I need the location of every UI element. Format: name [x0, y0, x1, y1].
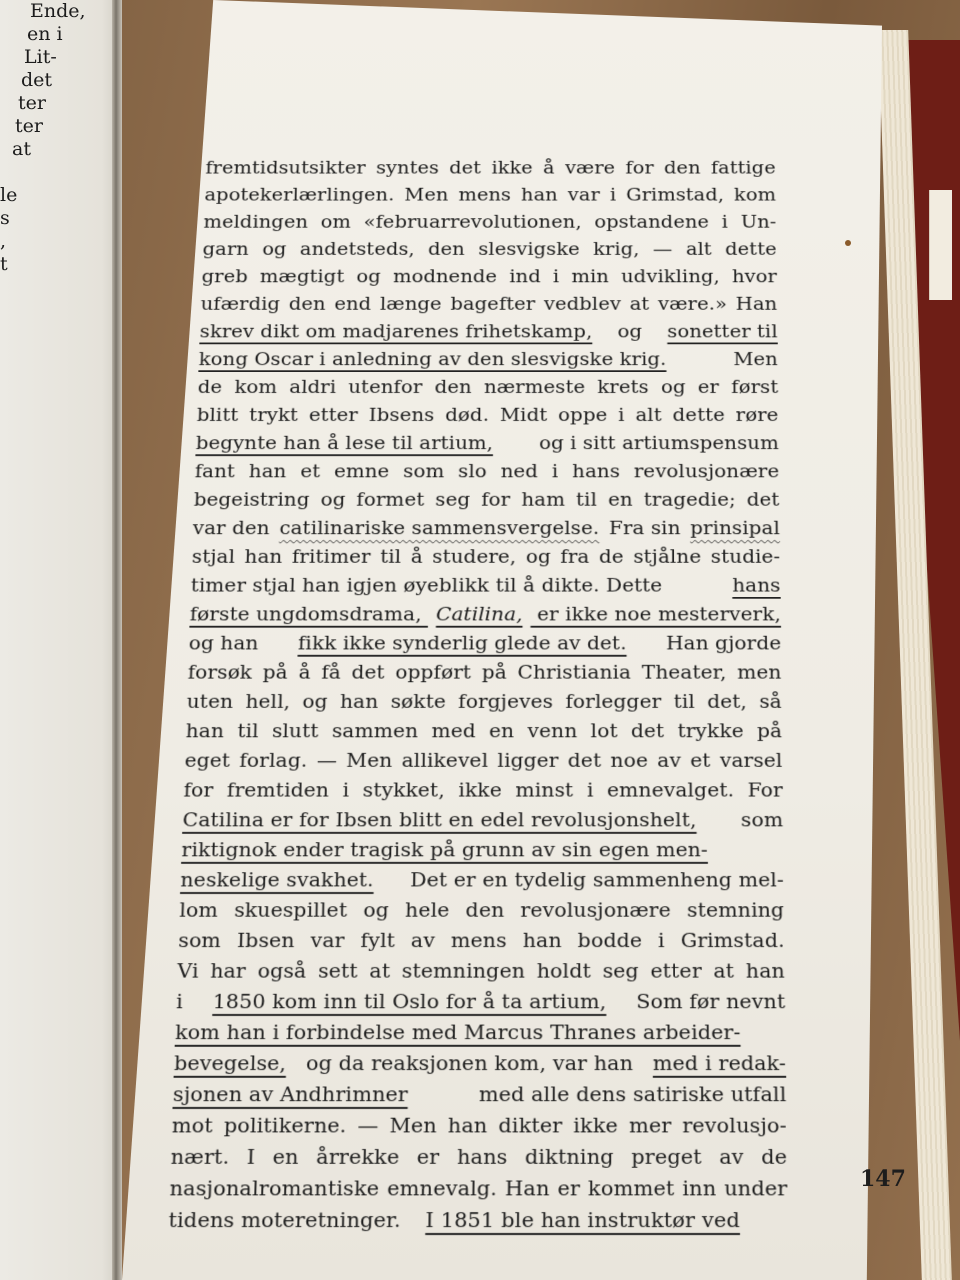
text-segment: som: [734, 808, 784, 832]
text-line: [192, 514, 780, 543]
text-line: [198, 345, 778, 373]
left-page-fragment: ter: [18, 92, 46, 114]
underlined-passage: bevegelse,: [173, 1051, 287, 1075]
text-line: blitt trykt etter Ibsens død. Midt oppe i alt dette røre: [196, 404, 779, 426]
underlined-passage: sonetter til: [667, 320, 778, 342]
text-line: fant han et emne som slo ned i hans revolusjonære: [194, 460, 780, 482]
left-page-fragment: s: [0, 207, 10, 229]
text-line: de kom aldri utenfor den nærmeste krets og er først: [197, 376, 779, 398]
left-page-fragment: Lit-: [24, 46, 57, 68]
underlined-passage: Catilina er for Ibsen blitt en edel revolusjonshelt,: [182, 808, 697, 832]
underlined-passage: med i redak-: [652, 1051, 787, 1075]
text-segment: Fra sin: [602, 517, 687, 539]
text-line: [189, 600, 781, 629]
text-line: [195, 429, 779, 457]
left-page: [0, 0, 120, 1280]
text-segment: og i sitt artiumspensum: [532, 432, 780, 454]
text-line: [168, 1204, 788, 1236]
text-line: [182, 805, 783, 835]
text-segment: Han gjorde: [659, 632, 782, 654]
underlined-passage: catilinariske sammensvergelse.: [279, 517, 600, 539]
left-page-text-fragments: [0, 0, 86, 276]
book-gutter: [112, 0, 122, 1280]
text-line: Vi har også sett at stemningen holdt seg etter at han: [176, 959, 786, 983]
underlined-passage: første ungdomsdrama,: [189, 603, 429, 625]
text-line: som Ibsen var fylt av mens han bodde i Grimstad.: [177, 928, 785, 952]
underlined-passage: kom han i forbindelse med Marcus Thranes arbeider-: [174, 1020, 741, 1044]
text-segment: Men: [726, 348, 779, 370]
text-line: apotekerlærlingen. Men mens han var i Grimstad, kom: [204, 184, 777, 205]
text-segment: tidens moteretninger.: [168, 1208, 408, 1233]
underlined-passage: sjonen av Andhrimner: [172, 1082, 409, 1107]
left-page-fragment: ter: [15, 115, 43, 137]
underlined-passage: riktignok ender tragisk på grunn av sin egen men-: [181, 838, 708, 861]
text-line: [181, 835, 784, 865]
text-line: fremtidsutsikter syntes det ikke å være for den fattige: [205, 157, 776, 178]
left-page-fragment: ,: [0, 230, 7, 252]
left-page-fragment: [0, 161, 60, 184]
underlined-passage: Catilina,: [435, 603, 523, 625]
underlined-passage: skrev dikt om madjarenes frihetskamp,: [199, 320, 593, 342]
bookmark-ribbon: [929, 190, 952, 300]
text-segment: og han: [188, 632, 266, 654]
text-line: [175, 1017, 786, 1048]
text-segment: med alle dens satiriske utfall: [471, 1082, 787, 1107]
text-line: uten hell, og han søkte forgjeves forlegger til det, så: [186, 690, 782, 713]
underlined-passage: er ikke noe mesterverk,: [530, 603, 782, 625]
text-line: greb mægtigt og modnende ind i min udvikling, hvor: [201, 265, 778, 287]
text-line: forsøk på å få det oppført på Christiania Theater, men: [187, 661, 782, 684]
text-line: lom skuespillet og hele den revolusjonære stemning: [179, 898, 785, 922]
text-line: nært. I en årrekke er hans diktning preget av de: [170, 1145, 788, 1169]
left-page-fragment: t: [0, 253, 8, 275]
underlined-passage: kong Oscar i anledning av den slesvigske krig.: [198, 348, 667, 370]
text-line: [199, 317, 778, 345]
text-line: garn og andetsteds, den slesvigske krig, — alt dette: [202, 238, 777, 260]
underlined-passage: hans: [732, 574, 781, 597]
text-line: meldingen om «februarrevolutionen, opstandene i Un-: [203, 211, 777, 232]
text-line: han til slutt sammen med en venn lot det trykke på: [185, 719, 783, 742]
text-segment: Det er en tydelig sammenheng mel-: [403, 868, 785, 892]
page-number: 147: [860, 1166, 906, 1192]
text-line: [190, 571, 780, 600]
text-segment: og: [611, 320, 649, 342]
text-line: begeistring og formet seg for ham til en tragedie; det: [193, 488, 780, 511]
page-body-text: [168, 154, 788, 1236]
underlined-passage: 1850 kom inn til Oslo for å ta artium,: [212, 990, 607, 1014]
text-line: [172, 1079, 786, 1110]
text-segment: Som før nevnt: [629, 990, 786, 1014]
text-segment: var den: [192, 517, 277, 539]
underlined-passage: neskelige svakhet.: [180, 868, 375, 892]
text-line: for fremtiden i stykket, ikke minst i emnevalget. For: [183, 778, 783, 802]
underlined-passage: I 1851 ble han instruktør ved: [425, 1208, 741, 1233]
text-segment: i: [175, 990, 190, 1014]
underlined-passage: fikk ikke synderlig glede av det.: [297, 632, 627, 654]
text-segment: og da reaksjonen kom, var han: [298, 1051, 640, 1075]
text-line: stjal han fritimer til å studere, og fra de stjålne studie-: [191, 545, 781, 568]
left-page-fragment: at: [12, 138, 31, 160]
text-line: [174, 1048, 787, 1079]
ink-spot: [845, 240, 851, 246]
text-line: [180, 865, 784, 895]
left-page-fragment: det: [21, 69, 53, 91]
text-line: eget forlag. — Men allikevel ligger det noe av et varsel: [184, 749, 783, 772]
underlined-passage: begynte han å lese til artium,: [195, 432, 494, 454]
left-page-fragment: Ende,: [30, 0, 86, 22]
left-page-fragment: le: [0, 184, 18, 206]
text-line: [188, 629, 781, 658]
text-line: [176, 986, 786, 1017]
left-page-fragment: en i: [27, 23, 63, 45]
text-line: mot politikerne. — Men han dikter ikke mer revolusjo-: [171, 1113, 787, 1138]
underlined-passage: prinsipal: [690, 517, 781, 539]
text-line: ufærdig den end længe bagefter vedblev at være.» Han: [200, 293, 778, 315]
text-segment: timer stjal han igjen øyeblikk til å dikte. Dette: [190, 574, 669, 597]
text-line: nasjonalromantiske emnevalg. Han er kommet inn under: [169, 1176, 788, 1201]
